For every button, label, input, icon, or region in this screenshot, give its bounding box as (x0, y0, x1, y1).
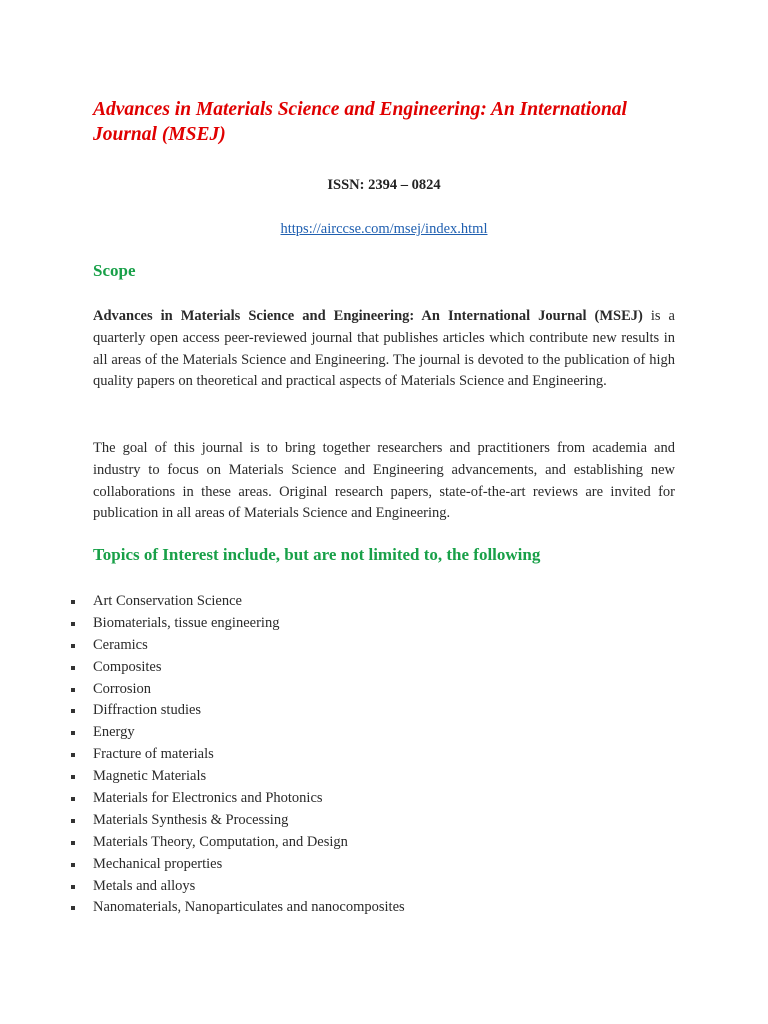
square-bullet-icon (71, 600, 75, 604)
square-bullet-icon (71, 688, 75, 692)
topic-label: Nanomaterials, Nanoparticulates and nanocomposites (93, 899, 405, 916)
topic-label: Biomaterials, tissue engineering (93, 614, 280, 631)
topic-item (0, 657, 768, 679)
scope-journal-name: Advances in Materials Science and Engineering: An International Journal (MSEJ) (93, 308, 643, 324)
topic-label: Art Conservation Science (93, 593, 242, 609)
topic-item (0, 854, 768, 876)
scope-paragraph-1 (93, 306, 675, 393)
topic-label: Energy (93, 724, 135, 741)
square-bullet-icon (71, 906, 75, 910)
topic-item (0, 876, 768, 898)
topic-item (0, 810, 768, 832)
topic-label: Composites (93, 658, 162, 675)
issn-line: ISSN: 2394 – 0824 (327, 177, 441, 193)
topic-item (0, 897, 768, 919)
journal-url-link[interactable]: https://airccse.com/msej/index.html (280, 221, 488, 237)
topic-label: Mechanical properties (93, 855, 223, 872)
topic-label: Corrosion (93, 680, 151, 697)
topics-list (0, 591, 768, 919)
square-bullet-icon (71, 775, 75, 779)
topic-label: Ceramics (93, 636, 148, 653)
topic-label: Materials Synthesis & Processing (93, 811, 289, 828)
square-bullet-icon (71, 819, 75, 823)
square-bullet-icon (71, 709, 75, 713)
square-bullet-icon (71, 841, 75, 845)
topic-label: Materials Theory, Computation, and Design (93, 833, 348, 850)
journal-url-line (0, 221, 768, 238)
square-bullet-icon (71, 885, 75, 889)
topic-item (0, 788, 768, 810)
square-bullet-icon (71, 622, 75, 626)
topic-item (0, 591, 768, 613)
scope-paragraph-1-text: is a quarterly open access peer-reviewed journal that publishes articles which contribute new results in all areas of the Materials Science and Engineering. The journal is devoted to the publication of high quality papers on theoretical and practical aspects of Materials Science and Engineering. (93, 308, 675, 390)
topic-item (0, 722, 768, 744)
topic-label: Fracture of materials (93, 746, 214, 763)
square-bullet-icon (71, 753, 75, 757)
topic-item (0, 700, 768, 722)
journal-title: Advances in Materials Science and Engineering: An International Journal (MSEJ) (93, 99, 627, 145)
square-bullet-icon (71, 863, 75, 867)
square-bullet-icon (71, 644, 75, 648)
topic-item (0, 635, 768, 657)
topic-item (0, 613, 768, 635)
topic-item (0, 832, 768, 854)
square-bullet-icon (71, 797, 75, 801)
topic-item (0, 766, 768, 788)
topics-heading: Topics of Interest include, but are not limited to, the following (93, 545, 541, 564)
topic-label: Materials for Electronics and Photonics (93, 790, 323, 807)
topic-label: Diffraction studies (93, 702, 202, 719)
topic-label: Magnetic Materials (93, 768, 207, 785)
topic-label: Metals and alloys (93, 877, 196, 894)
topic-item (0, 679, 768, 701)
square-bullet-icon (71, 666, 75, 670)
topic-item (0, 744, 768, 766)
scope-paragraph-2: The goal of this journal is to bring together researchers and practitioners from academia and industry to focus on Materials Science and Engineering advancements, and establishing new collaborations in these areas. Original research papers, state-of-the-art reviews are invited for publication in all areas of Materials Science and Engineering. (93, 440, 675, 522)
scope-heading: Scope (93, 261, 136, 280)
square-bullet-icon (71, 731, 75, 735)
